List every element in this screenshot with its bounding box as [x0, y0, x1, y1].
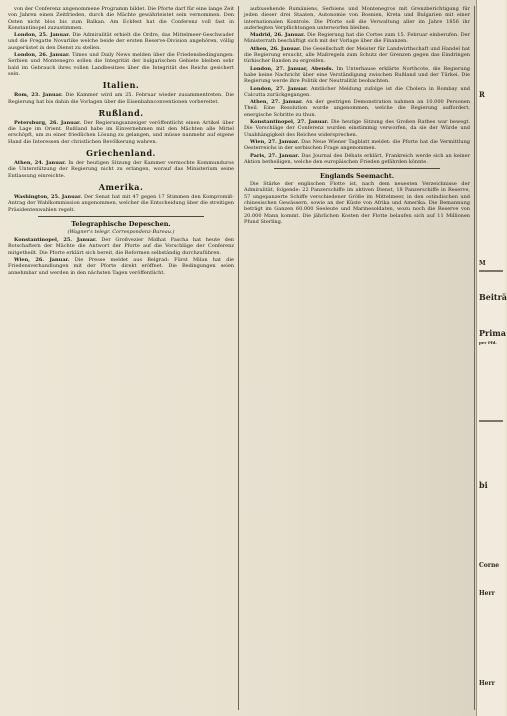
right-column	[244, 6, 470, 710]
margin-text: Herr	[479, 590, 495, 597]
section-heading-england-navy: Englands Seemacht.	[319, 172, 395, 181]
article-text: Die Gesellschaft der Meister für Landwirthschaft und Handel hat die Regierung ersucht, alle Maßregeln zum Schutz der Grenzen gegen das Eindringen türkischer Banden zu ergreifen.	[244, 45, 470, 65]
article-konstantinopel-2	[244, 119, 470, 138]
article-text: Das Journal des Débats erklärt, Frankreich werde sich an keiner Aktion betheiligen, welche den europäischen Frieden gefährden könnte.	[244, 152, 471, 165]
article-text: Die Admiralität erhielt die Ordre, das Mittelmeer-Geschwader und die Fregatte Novarlike welche beide der ersten Reserve-Division angehören, völlig ausgerüstet in den Dienst zu stellen.	[8, 32, 234, 51]
article-rome	[8, 92, 234, 105]
margin-text: Corne	[479, 562, 500, 569]
dateline: London, 27. Januar, Abends.	[250, 65, 334, 72]
article-athen-2	[244, 46, 470, 65]
dateline: Rom, 23. Januar.	[14, 92, 63, 99]
article-text: Die Kammer wird am 25. Februar wieder zusammentreten. Die Regierung hat bis dahin die Vorlagen über die Eisenbahnconventionen vorbereitet.	[8, 92, 235, 105]
left-column	[8, 6, 234, 710]
article-london-4	[244, 86, 470, 99]
article-wien-2	[244, 139, 470, 152]
article-intro: aufzusehende Rumäniens, Serbiens und Montenegros mit Grenzberichtigung für jeden dieser drei Staaten, Autonomie von Bosnien, Kreta und Bulgarien mit einer internationalen Kontrole. Die Pforte soll die Verwaltung aller im Jahre 1856 ihr auferlegten Verpflichtungen unterworfen bleiben.	[244, 6, 470, 31]
divider	[38, 216, 204, 217]
article-london-3	[244, 66, 470, 85]
dateline: Konstantinopel, 25. Januar.	[14, 237, 97, 244]
dateline: Wien, 27. Januar.	[250, 138, 300, 145]
dateline: Konstantinopel, 27. Januar.	[250, 119, 329, 126]
divider	[274, 168, 440, 169]
margin-text: per Pfd.	[479, 340, 497, 345]
dateline: London, 26. Januar.	[14, 52, 70, 59]
margin-rule	[479, 270, 503, 272]
section-heading-italy: Italien.	[102, 80, 140, 91]
article-text: Times und Daily News melden über die Friedensbedingungen: Serbien und Montenegro sollen die Integrität der bulgarischen Gebiete bleiben sehr bald im Gebrauch ihres vollen Landbesitzes über die Integrität des Reichs gesichert sein.	[8, 52, 234, 77]
dateline: Athen, 26. Januar.	[250, 45, 301, 52]
article-text: Der Senat hat mit 47 gegen 17 Stimmen den Kompromiß-Antrag der Wahlkommission angenommen, welcher die Entscheidung über die streitigen Präsidentenwahlen regelt.	[8, 193, 235, 213]
telegram-source: (Wagner's telegr. Correspondenz-Bureau.)	[67, 228, 175, 235]
article-text: Amtlicher Meldung zufolge ist die Cholera in Bombay und Calcutta zurückgegangen.	[244, 85, 471, 98]
dateline: Athen, 24. Januar.	[14, 160, 66, 167]
dateline: Paris, 27. Januar.	[250, 152, 300, 159]
article-wien	[8, 257, 234, 276]
article-konstantinopel	[8, 237, 234, 256]
article-athen	[8, 160, 234, 179]
column-rule	[474, 6, 475, 710]
article-england-navy: Die Stärke der englischen Flotte ist, nach dem neuesten Verzeichnisse der Admiralität, folgende: 22 Panzerschiffe im aktiven Dienst, 18 Panzerschiffe in Reserve, 57 ungepanzerte Schiffe verschiedener Größe im Mittelmeer, in den ostindischen und chinesischen Gewässern, sowie an der Küste von Afrika und Amerika. Die Bemannung beträgt im Ganzen 60.000 Seeleute und Marinesoldaten, wozu noch die Reserve von 20.000 Mann kommt. Die jährlichen Kosten der Flotte belaufen sich auf 11 Millionen Pfund Sterling.	[244, 181, 470, 225]
article-text: Der Regierungsanzeiger veröffentlicht einen Artikel über die Lage im Orient. Rußland habe im Einvernehmen mit den Mächten alle Mittel erschöpft, um zu einer friedlichen Lösung zu gelangen, und müsse nunmehr auf eigene Hand die Interessen der christlichen Bevölkerung wahren.	[8, 119, 234, 145]
article-text: Die Regierung hat die Cortes zum 15. Februar einberufen. Der Ministerrath beschäftigt sich mit der Vorlage über die Finanzen.	[244, 32, 470, 45]
dateline: London, 27. Januar.	[250, 85, 308, 92]
article-text: In der heutigen Sitzung der Kammer vermochte Kommunduros die Unterstützung der Regierung nicht zu erlangen, worauf das Ministerium seine Entlassung einreichte.	[8, 160, 234, 179]
article-text: Die heutige Sitzung des Großen Rathes war bewegt. Die Vorschläge der Conferenz wurden einstimmig verworfen, da sie der Würde und Unabhängigkeit des Reiches widersprechen.	[244, 119, 470, 138]
article-petersburg	[8, 120, 234, 145]
article-text: Das Neue Wiener Tagblatt meldet: die Pforte hat die Vermittlung Oesterreichs in der serbischen Frage angenommen.	[244, 138, 471, 152]
section-heading-america: Amerika.	[98, 181, 144, 192]
article-london-2	[8, 52, 234, 77]
dateline: Madrid, 26. Januar.	[250, 32, 306, 39]
section-heading-russia: Rußland.	[98, 107, 144, 118]
article-london-1	[8, 32, 234, 51]
section-heading-telegrams: Telegraphische Depeschen.	[71, 219, 171, 228]
article-text: Die Presse meldet aus Belgrad: Fürst Milan hat die Friedensverhandlungen mit der Pforte direkt eröffnet. Die Bedingungen seien annehmbar und werden in den nächsten Tagen veröffentlicht.	[8, 257, 234, 276]
dateline: Washington, 25. Januar.	[14, 193, 82, 200]
article-text: Der Großvezier Midhat Pascha hat heute den Botschaftern der Mächte die Antwort der Pforte auf die Vorschläge der Conferenz mitgetheilt. Die Pforte erklärt sich bereit, die Reformen selbständig durchzuführen.	[8, 237, 234, 256]
margin-text: Prima	[479, 328, 506, 338]
article-text: An der gestrigen Demonstration nahmen an 10.000 Personen Theil. Eine Resolution wurde angenommen, welche die Regierung auffordert, energische Schritte zu thun.	[244, 99, 470, 118]
article-text: Im Unterhause erklärte Northcote, die Regierung habe keine Nachricht über eine Verständigung zwischen Rußland und der Türkei. Die Regierung werde ihre Politik der Neutralität beobachten.	[244, 65, 471, 85]
article-paris	[244, 153, 470, 166]
margin-text: M	[479, 260, 486, 267]
article-intro: von der Conferenz angenommene Programm bildet. Die Pforte darf für eine lange Zeit von Jahren einen Zeitfrieden, durch die Mächte gewährleistet sein vernommen. Den Osten nicht blos bis zum Balkan. Am Eckfest hat die Conferenz voll fast in Konstantinopel zuzustimmen.	[8, 6, 234, 31]
margin-text: bi	[479, 480, 488, 490]
margin-text: Herr	[479, 680, 495, 687]
dateline: London, 25. Januar.	[14, 32, 71, 39]
article-athen-3	[244, 99, 470, 118]
dateline: Petersburg, 26. Januar.	[14, 119, 81, 126]
margin-text: Beiträ	[479, 292, 507, 302]
margin-rule	[479, 420, 503, 422]
article-madrid	[244, 32, 470, 45]
column-rule	[238, 6, 239, 710]
dateline: Athen, 27. Januar.	[250, 99, 303, 106]
dateline: Wien, 26. Januar.	[14, 257, 70, 264]
margin-text: R	[479, 90, 485, 99]
section-heading-greece: Griechenland.	[86, 148, 156, 159]
adjacent-page-margin	[476, 0, 505, 716]
article-washington	[8, 194, 234, 213]
